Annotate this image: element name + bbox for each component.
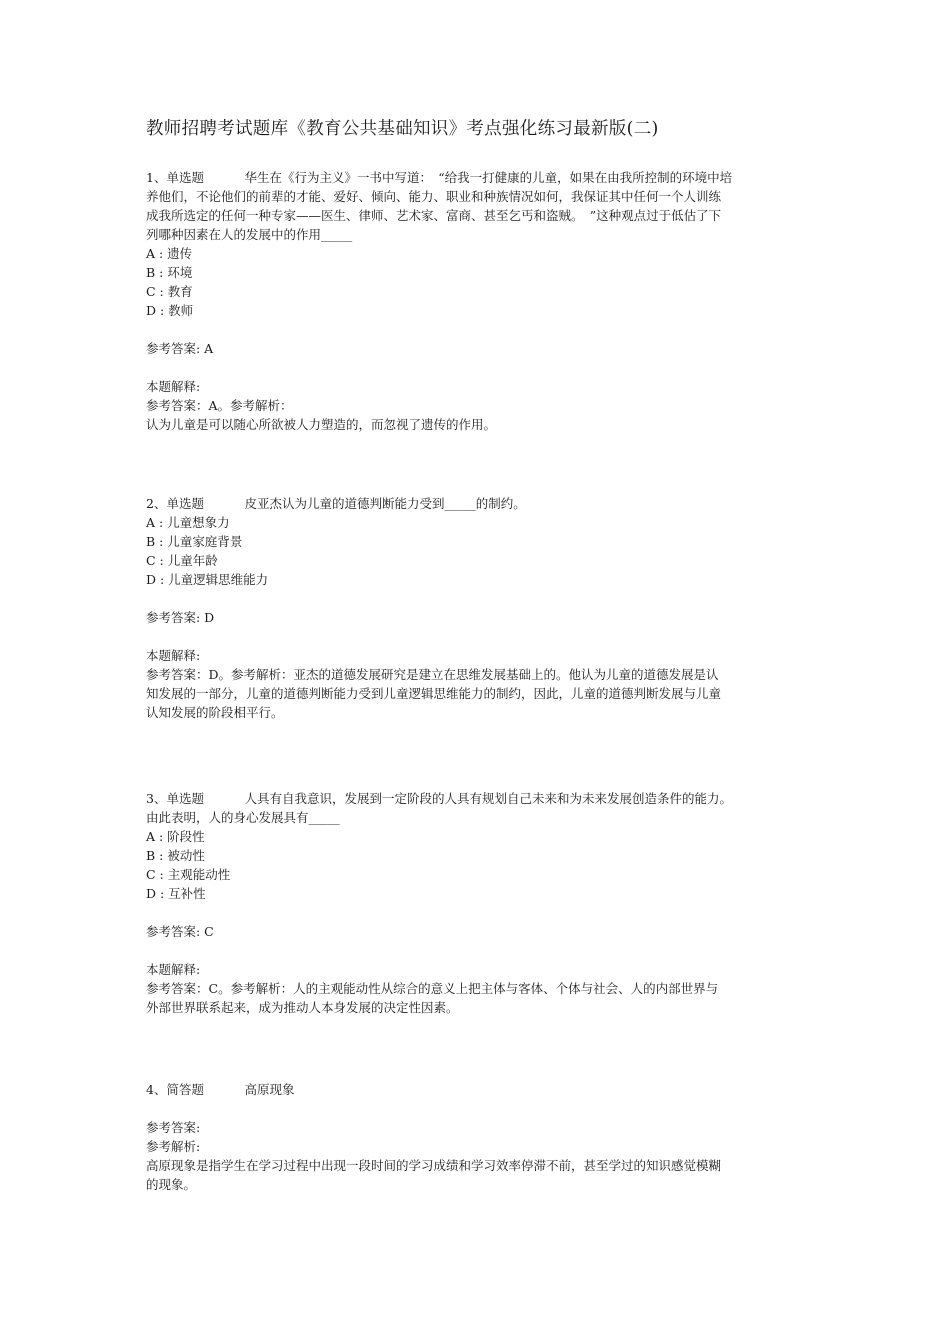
answer-option: A : 遗传 <box>146 246 193 261</box>
question-stem-text: 高原现象 <box>244 1082 295 1097</box>
reference-answer: 参考答案: D <box>146 610 215 625</box>
question-number: 1、 <box>146 170 167 185</box>
answer-option: B : 被动性 <box>146 848 205 863</box>
answer-option: D : 教师 <box>146 303 194 318</box>
question-type: 单选题 <box>166 791 204 806</box>
question-stem-text: 列哪种因素在人的发展中的作用_____ <box>146 227 353 242</box>
spacer <box>146 903 811 922</box>
question-stem-line <box>146 808 811 827</box>
spacer <box>146 358 811 377</box>
answer-option: B : 环境 <box>146 265 193 280</box>
explanation-text: 参考答案：D。参考解析：亚杰的道德发展研究是建立在思维发展基础上的。他认为儿童的道德发展是认 <box>146 667 719 682</box>
question-stem-line <box>146 187 811 206</box>
explanation-text: 参考答案：C。参考解析：人的主观能动性从综合的意义上把主体与客体、个体与社会、人的内部世界与 <box>146 981 719 996</box>
question-stem-line <box>146 168 811 187</box>
spacer <box>146 589 811 608</box>
answer-option: D : 互补性 <box>146 886 206 901</box>
answer-option: B : 儿童家庭背景 <box>146 534 243 549</box>
answer-option: D : 儿童逻辑思维能力 <box>146 572 269 587</box>
question-block <box>146 789 811 1017</box>
question-type: 单选题 <box>166 496 204 511</box>
reference-answer: 参考答案: A <box>146 341 214 356</box>
question-number: 4、 <box>146 1082 167 1097</box>
explanation-label: 参考解析: <box>146 1139 201 1154</box>
spacer <box>146 1099 811 1118</box>
reference-answer: 参考答案: C <box>146 924 214 939</box>
explanation-label: 本题解释: <box>146 648 201 663</box>
question-stem-text: 皮亚杰认为儿童的道德判断能力受到_____的制约。 <box>244 496 526 511</box>
question-stem-line <box>146 1080 811 1099</box>
answer-option: A : 儿童想象力 <box>146 515 230 530</box>
question-type: 简答题 <box>166 1082 204 1097</box>
question-stem-text: 成我所选定的任何一种专家——医生、律师、艺术家、富商、甚至乞丐和盗贼。 ”这种观点过于低估了下 <box>146 208 722 223</box>
explanation-text: 认为儿童是可以随心所欲被人力塑造的，而忽视了遗传的作用。 <box>146 417 497 432</box>
question-number: 3、 <box>146 791 167 806</box>
spacer <box>146 627 811 646</box>
answer-option: C : 教育 <box>146 284 193 299</box>
explanation-text: 外部世界联系起来，成为推动人本身发展的决定性因素。 <box>146 1000 459 1015</box>
question-block <box>146 1080 811 1194</box>
question-number: 2、 <box>146 496 167 511</box>
question-stem-line <box>146 494 811 513</box>
spacer <box>146 941 811 960</box>
question-stem-text: 养他们，不论他们的前辈的才能、爱好、倾向、能力、职业和种族情况如何，我保证其中任何一个人训练 <box>146 189 722 204</box>
explanation-label: 本题解释: <box>146 379 201 394</box>
reference-answer: 参考答案: <box>146 1120 201 1135</box>
question-stem-line <box>146 789 811 808</box>
question-stem-line <box>146 225 811 244</box>
question-stem-text: 华生在《行为主义》一书中写道： “给我一打健康的儿童，如果在由我所控制的环境中培 <box>244 170 733 185</box>
explanation-text: 的现象。 <box>146 1177 197 1192</box>
explanation-text: 参考答案：A。参考解析： <box>146 398 293 413</box>
document-title: 教师招聘考试题库《教育公共基础知识》考点强化练习最新版(二) <box>146 119 659 139</box>
answer-option: C : 主观能动性 <box>146 867 231 882</box>
explanation-text: 知发展的一部分，儿童的道德判断能力受到儿童逻辑思维能力的制约，因此，儿童的道德判断发展与儿童 <box>146 686 722 701</box>
question-block <box>146 168 811 434</box>
question-type: 单选题 <box>166 170 204 185</box>
answer-option: C : 儿童年龄 <box>146 553 218 568</box>
question-block <box>146 494 811 722</box>
explanation-text: 高原现象是指学生在学习过程中出现一段时间的学习成绩和学习效率停滞不前，甚至学过的知识感觉模糊 <box>146 1158 722 1173</box>
explanation-text: 认知发展的阶段相平行。 <box>146 705 284 720</box>
answer-option: A : 阶段性 <box>146 829 205 844</box>
question-stem-line <box>146 206 811 225</box>
explanation-label: 本题解释: <box>146 962 201 977</box>
question-stem-text: 由此表明，人的身心发展具有_____ <box>146 810 340 825</box>
spacer <box>146 320 811 339</box>
question-stem-text: 人具有自我意识，发展到一定阶段的人具有规划自己未来和为未来发展创造条件的能力。 <box>244 791 732 806</box>
